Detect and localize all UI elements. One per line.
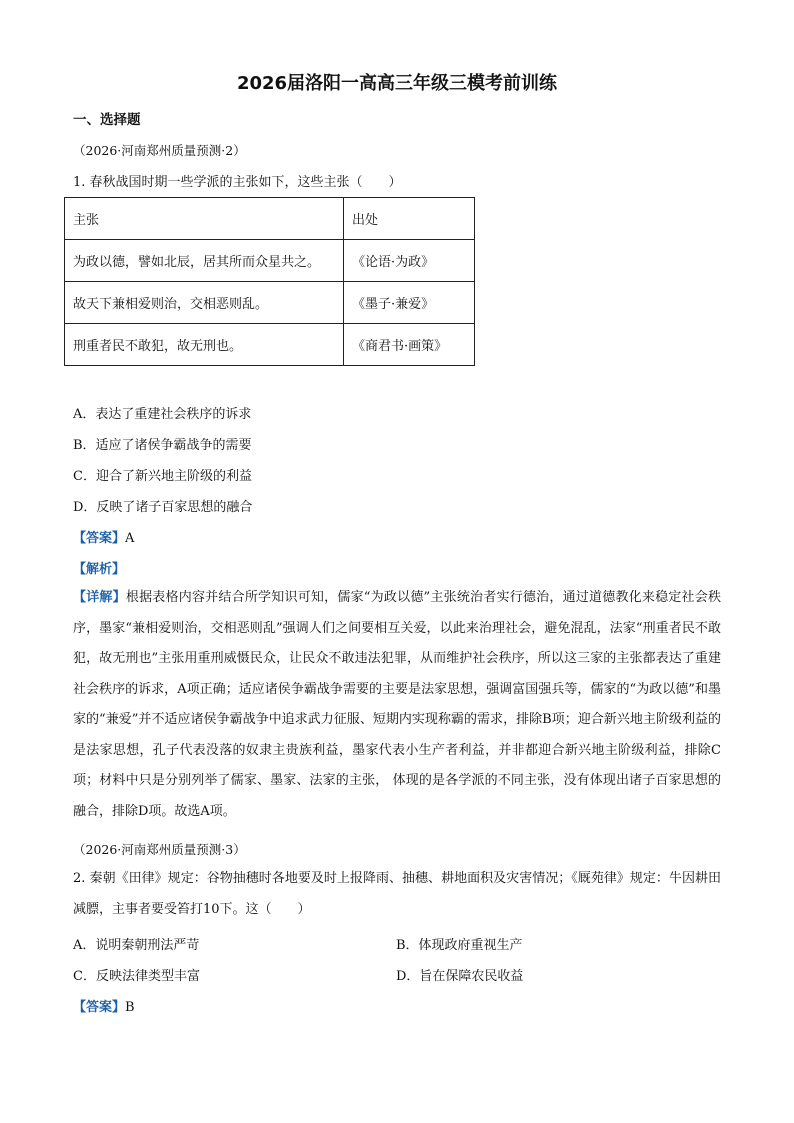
table-cell: 刑重者民不敢犯，故无刑也。 bbox=[65, 324, 344, 366]
q2-stem: 2. 秦朝《田律》规定：谷物抽穗时各地要及时上报降雨、抽穗、耕地面积及灾害情况；《厩苑律》规定：牛因耕田减膘，主事者要受笞打10下。这（ ） bbox=[73, 871, 721, 917]
q1-analysis-line bbox=[73, 558, 125, 577]
q2-answer-line bbox=[73, 996, 135, 1015]
answer-tag: 【答案】 bbox=[73, 531, 126, 546]
detail-text: 根据表格内容并结合所学知识可知，儒家“为政以德”主张统治者实行德治，通过道德教化来稳定社会秩序，墨家“兼相爱则治，交相恶则乱”强调人们之间要相互关爱，以此来治理社会，避免混乱，法家“刑重者民不敢犯，故无刑也”主张用重刑威慑民众，让民众不敢违法犯罪，从而维护社会秩序，所以这三家的主张都表达了重建社会秩序的诉求，A项正确；适应诸侯争霸战争需要的主要是法家思想，强调富国强兵等，儒家的“为政以德”和墨家的“兼爱”并不适应诸侯争霸战争中追求武力征服、短期内实现称霸的需求，排除B项；迎合新兴地主阶级利益的是法家思想，孔子代表没落的奴隶主贵族利益，墨家代表小生产者利益，并非都迎合新兴地主阶级利益，排除C项；材料中只是分别列举了儒家、墨家、法家的主张， 体现的是各学派的不同主张，没有体现出诸子百家思想的融合，排除D项。故选A项。 bbox=[73, 590, 721, 819]
detail-tag: 【详解】 bbox=[73, 590, 126, 605]
q2-source: （2026·河南郑州质量预测·3） bbox=[73, 842, 246, 857]
table-cell: 为政以德，譬如北辰，居其所而众星共之。 bbox=[65, 240, 344, 282]
table-cell: 《墨子·兼爱》 bbox=[344, 282, 475, 324]
q1-option-a: A．表达了重建社会秩序的诉求 bbox=[73, 407, 252, 422]
answer-tag: 【答案】 bbox=[73, 1000, 126, 1015]
q1-option-c: C．迎合了新兴地主阶级的利益 bbox=[73, 469, 252, 484]
table-cell: 《论语·为政》 bbox=[344, 240, 475, 282]
q1-detail-paragraph bbox=[73, 583, 721, 827]
q2-option-d: D．旨在保障农民收益 bbox=[396, 969, 524, 984]
table-row bbox=[65, 240, 475, 282]
document-title: 2026届洛阳一高高三年级三模考前训练 bbox=[236, 73, 558, 94]
q1-stem: 1. 春秋战国时期一些学派的主张如下，这些主张（ ） bbox=[73, 175, 402, 190]
q2-option-b: B．体现政府重视生产 bbox=[396, 938, 523, 953]
q2-option-a: A．说明秦朝刑法严苛 bbox=[73, 938, 200, 953]
q2-option-c: C．反映法律类型丰富 bbox=[73, 969, 200, 984]
table-cell: 故天下兼相爱则治，交相恶则乱。 bbox=[65, 282, 344, 324]
q1-table bbox=[64, 197, 475, 366]
table-header-cell: 出处 bbox=[344, 198, 475, 240]
answer-value: B bbox=[125, 1000, 135, 1015]
q1-source: （2026·河南郑州质量预测·2） bbox=[73, 143, 246, 158]
answer-value: A bbox=[125, 531, 135, 546]
q1-option-d: D．反映了诸子百家思想的融合 bbox=[73, 500, 253, 515]
table-header-cell: 主张 bbox=[65, 198, 344, 240]
table-row bbox=[65, 282, 475, 324]
section-heading: 一、选择题 bbox=[73, 112, 141, 128]
table-row bbox=[65, 324, 475, 366]
table-cell: 《商君书·画策》 bbox=[344, 324, 475, 366]
q1-option-b: B．适应了诸侯争霸战争的需要 bbox=[73, 438, 252, 453]
analysis-tag: 【解析】 bbox=[73, 562, 126, 577]
table-header-row bbox=[65, 198, 475, 240]
q1-answer-line bbox=[73, 527, 134, 546]
